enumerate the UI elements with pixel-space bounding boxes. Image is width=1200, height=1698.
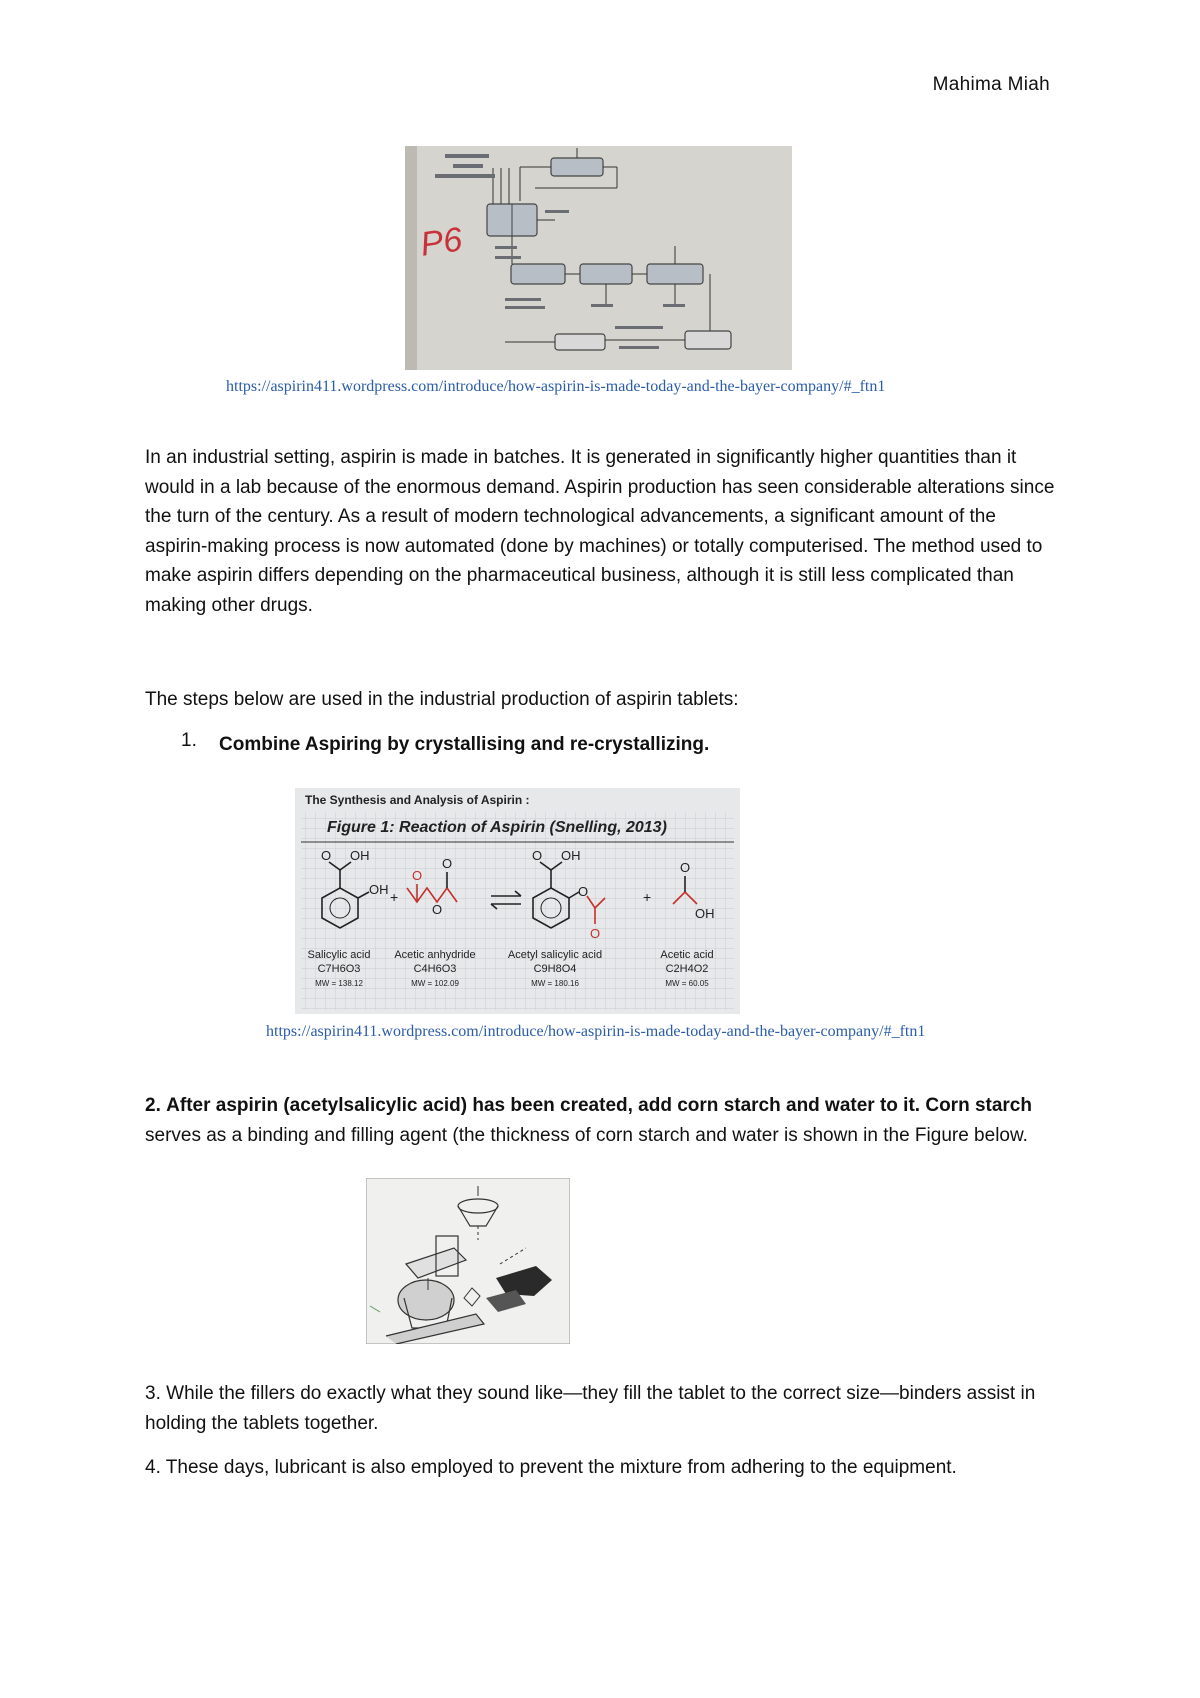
process-flow-diagram-image: [405, 146, 792, 370]
step1-text: Combine Aspiring by crystallising and re-crystallizing.: [219, 734, 710, 755]
mixing-equipment-image: [366, 1178, 570, 1344]
svg-text:OH: OH: [561, 848, 581, 863]
step2-number: 2.: [145, 1095, 161, 1116]
svg-text:O: O: [680, 860, 691, 875]
step2-text: serves as a binding and filling agent (the thickness of corn starch and water is shown in the Figure below.: [145, 1124, 1028, 1146]
step3-paragraph: [145, 1379, 1055, 1438]
svg-text:Acetic acid: Acetic acid: [660, 949, 714, 961]
svg-text:O: O: [442, 856, 453, 871]
step3-number: 3.: [145, 1383, 161, 1404]
handwritten-annotation: P6: [418, 220, 465, 264]
step2-paragraph: [145, 1091, 1055, 1150]
svg-text:C7H6O3: C7H6O3: [317, 963, 361, 975]
svg-text:Acetic anhydride: Acetic anhydride: [394, 949, 476, 961]
svg-text:OH: OH: [369, 882, 389, 897]
compound-label-4: [660, 949, 713, 988]
step4-paragraph: [145, 1453, 1055, 1483]
svg-text:OH: OH: [350, 848, 370, 863]
svg-text:OH: OH: [695, 906, 715, 921]
svg-text:O: O: [578, 884, 589, 899]
svg-text:MW = 102.09: MW = 102.09: [411, 979, 459, 988]
svg-text:C4H6O3: C4H6O3: [413, 963, 457, 975]
svg-text:Salicylic acid: Salicylic acid: [307, 949, 371, 961]
svg-text:C9H8O4: C9H8O4: [533, 963, 577, 975]
step3-text: While the fillers do exactly what they sound like—they fill the tablet to the correct size—binders assist in holding the tablets together.: [145, 1383, 1036, 1434]
svg-text:MW = 138.12: MW = 138.12: [315, 979, 363, 988]
steps-intro: The steps below are used in the industrial production of aspirin tablets:: [145, 689, 739, 710]
svg-text:Acetyl salicylic acid: Acetyl salicylic acid: [507, 949, 603, 961]
figure2-header: The Synthesis and Analysis of Aspirin :: [305, 793, 530, 807]
author-name: Mahima Miah: [932, 74, 1050, 95]
svg-text:C2H4O2: C2H4O2: [665, 963, 709, 975]
svg-text:O: O: [532, 848, 543, 863]
svg-text:+: +: [643, 889, 652, 905]
aspirin-reaction-figure: [295, 788, 740, 1014]
svg-text:O: O: [432, 902, 443, 917]
step4-text: These days, lubricant is also employed to prevent the mixture from adhering to the equipment.: [165, 1457, 957, 1478]
svg-text:O: O: [590, 926, 601, 941]
figure2-title: Figure 1: Reaction of Aspirin (Snelling, 2013): [327, 819, 667, 836]
intro-paragraph: In an industrial setting, aspirin is made in batches. It is generated in significantly higher quantities than it would in a lab because of the enormous demand. Aspirin production has seen considerable alterations since the turn of the century. As a result of modern technological advancements, a significant amount of the aspirin-making process is now automated (done by machines) or totally computerised. The method used to make aspirin differs depending on the pharmaceutical business, although it is still less complicated than making other drugs.: [145, 447, 1055, 616]
svg-text:+: +: [390, 889, 399, 905]
step1-number: 1.: [181, 730, 197, 751]
step2-bold-text: After aspirin (acetylsalicylic acid) has been created, add corn starch and water to it. Corn starch: [166, 1095, 1032, 1116]
svg-text:O: O: [321, 848, 332, 863]
figure1-source-link[interactable]: https://aspirin411.wordpress.com/introduce/how-aspirin-is-made-today-and-the-bayer-company/#_ftn1: [226, 378, 886, 395]
svg-text:O: O: [412, 868, 423, 883]
svg-text:MW = 60.05: MW = 60.05: [665, 979, 709, 988]
figure2-source-link[interactable]: https://aspirin411.wordpress.com/introduce/how-aspirin-is-made-today-and-the-bayer-company/#_ftn1: [266, 1023, 926, 1040]
step4-number: 4.: [145, 1457, 161, 1478]
svg-text:MW = 180.16: MW = 180.16: [531, 979, 579, 988]
